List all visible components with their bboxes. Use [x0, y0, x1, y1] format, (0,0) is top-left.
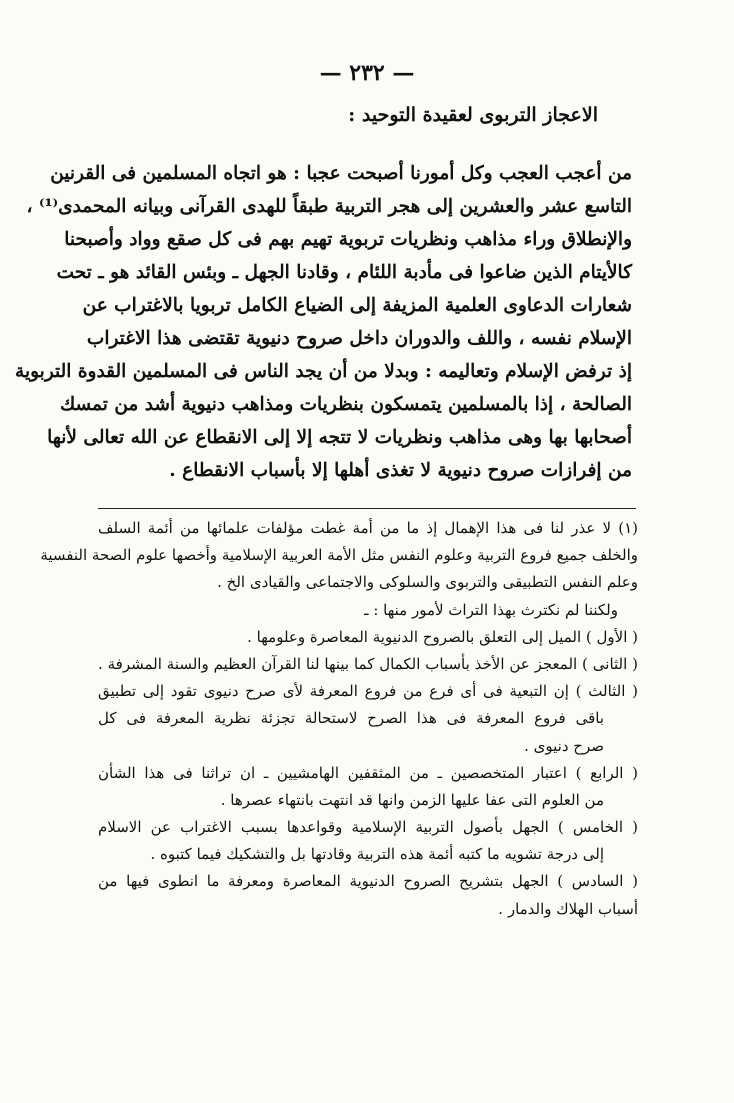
text-line: من إفرازات صروح دنيوية لا تغذى أهلها إلا بأسباب الانقطاع .	[169, 460, 632, 481]
footnote-line: إلى درجة تشويه ما كتبه أئمة هذه التربية وقادتها بل والتشكيك فيما كتبوه .	[150, 845, 604, 864]
footnote-line: ولكننا لم نكترث بهذا التراث لأمور منها : ـ	[364, 600, 618, 619]
footnote-line: ( الأول ) الميل إلى التعلق بالصروح الدنيوية المعاصرة وعلومها .	[247, 627, 638, 646]
footnote-line: (١) لا عذر لنا فى هذا الإهمال إذ ما من أمة غطت مؤلفات علمائها من أئمة السلف	[98, 519, 638, 537]
text-line: من أعجب العجب وكل أمورنا أصبحت عجبا : هو اتجاه المسلمين فى القرنين	[50, 163, 632, 184]
text-line: والإنطلاق وراء مذاهب ونظريات تربوية تهيم بهم فى كل صقع وواد وأصبحنا	[64, 229, 632, 250]
footnote-line: ( الثانى ) المعجز عن الأخذ بأسباب الكمال كما بينها لنا القرآن العظيم والسنة المشرفة .	[98, 654, 638, 673]
footnote-line: صرح دنيوى .	[524, 736, 604, 755]
footnote-line: ( الخامس ) الجهل بأصول التربية الإسلامية وقواعدها بسبب الاغتراب عن الاسلام	[98, 818, 638, 837]
text-line: كالأيتام الذين ضاعوا فى مأدبة اللئام ، وقادنا الجهل ـ وبئس القائد هو ـ تحت	[56, 262, 632, 283]
footnote-line: أسباب الهلاك والدمار .	[498, 899, 638, 918]
footnote-line: ( السادس ) الجهل بتشريح الصروح الدنيوية المعاصرة ومعرفة ما انطوى فيها من	[98, 872, 638, 891]
page-number: — ٢٣٢ —	[319, 60, 415, 86]
text-line: الصالحة ، إذا بالمسلمين يتمسكون بنظريات ومذاهب دنيوية أشد من تمسك	[59, 394, 632, 415]
text-line: إذ ترفض الإسلام وتعاليمه : وبدلا من أن يجد الناس فى المسلمين القدوة التربوية	[15, 361, 632, 382]
main-paragraph	[15, 157, 632, 487]
footnote-line: والخلف جميع فروع التربية وعلوم النفس مثل الأمة العربية الإسلامية وأخصها علوم الصحة النفسية	[40, 546, 638, 565]
footnote-divider	[98, 508, 636, 509]
footnotes	[40, 515, 638, 923]
text-line: التاسع عشر والعشرين إلى هجر التربية طبقاً للهدى القرآنى وبيانه المحمدى⁽¹⁾ ،	[26, 196, 632, 217]
section-heading: الاعجاز التربوى لعقيدة التوحيد :	[348, 104, 598, 126]
text-line: أصحابها بها وهى مذاهب ونظريات لا تتجه إلا إلى الانقطاع عن الله تعالى لأنها	[47, 427, 632, 448]
footnote-line: وعلم النفس التطبيقى والتربوى والسلوكى والاجتماعى والقيادى الخ .	[217, 573, 638, 592]
footnote-line: ( الثالث ) إن التبعية فى أى فرع من فروع المعرفة لأى صرح دنيوى تقود إلى تطبيق	[98, 682, 638, 701]
footnote-line: ( الرابع ) اعتبار المتخصصين ـ من المثقفين الهامشيين ـ ان تراثنا فى هذا الشأن	[98, 763, 638, 782]
footnote-line: باقى فروع المعرفة فى هذا الصرح لاستحالة تجزئة نظرية المعرفة فى كل	[98, 709, 604, 728]
text-line: الإسلام نفسه ، واللف والدوران داخل صروح دنيوية تقتضى هذا الاغتراب	[86, 328, 632, 349]
footnote-line: من العلوم التى عفا عليها الزمن وانها قد انتهت بانتهاء عصرها .	[220, 790, 604, 809]
text-line: شعارات الدعاوى العلمية المزيفة إلى الضياع الكامل تربويا بالاغتراب عن	[82, 295, 632, 316]
